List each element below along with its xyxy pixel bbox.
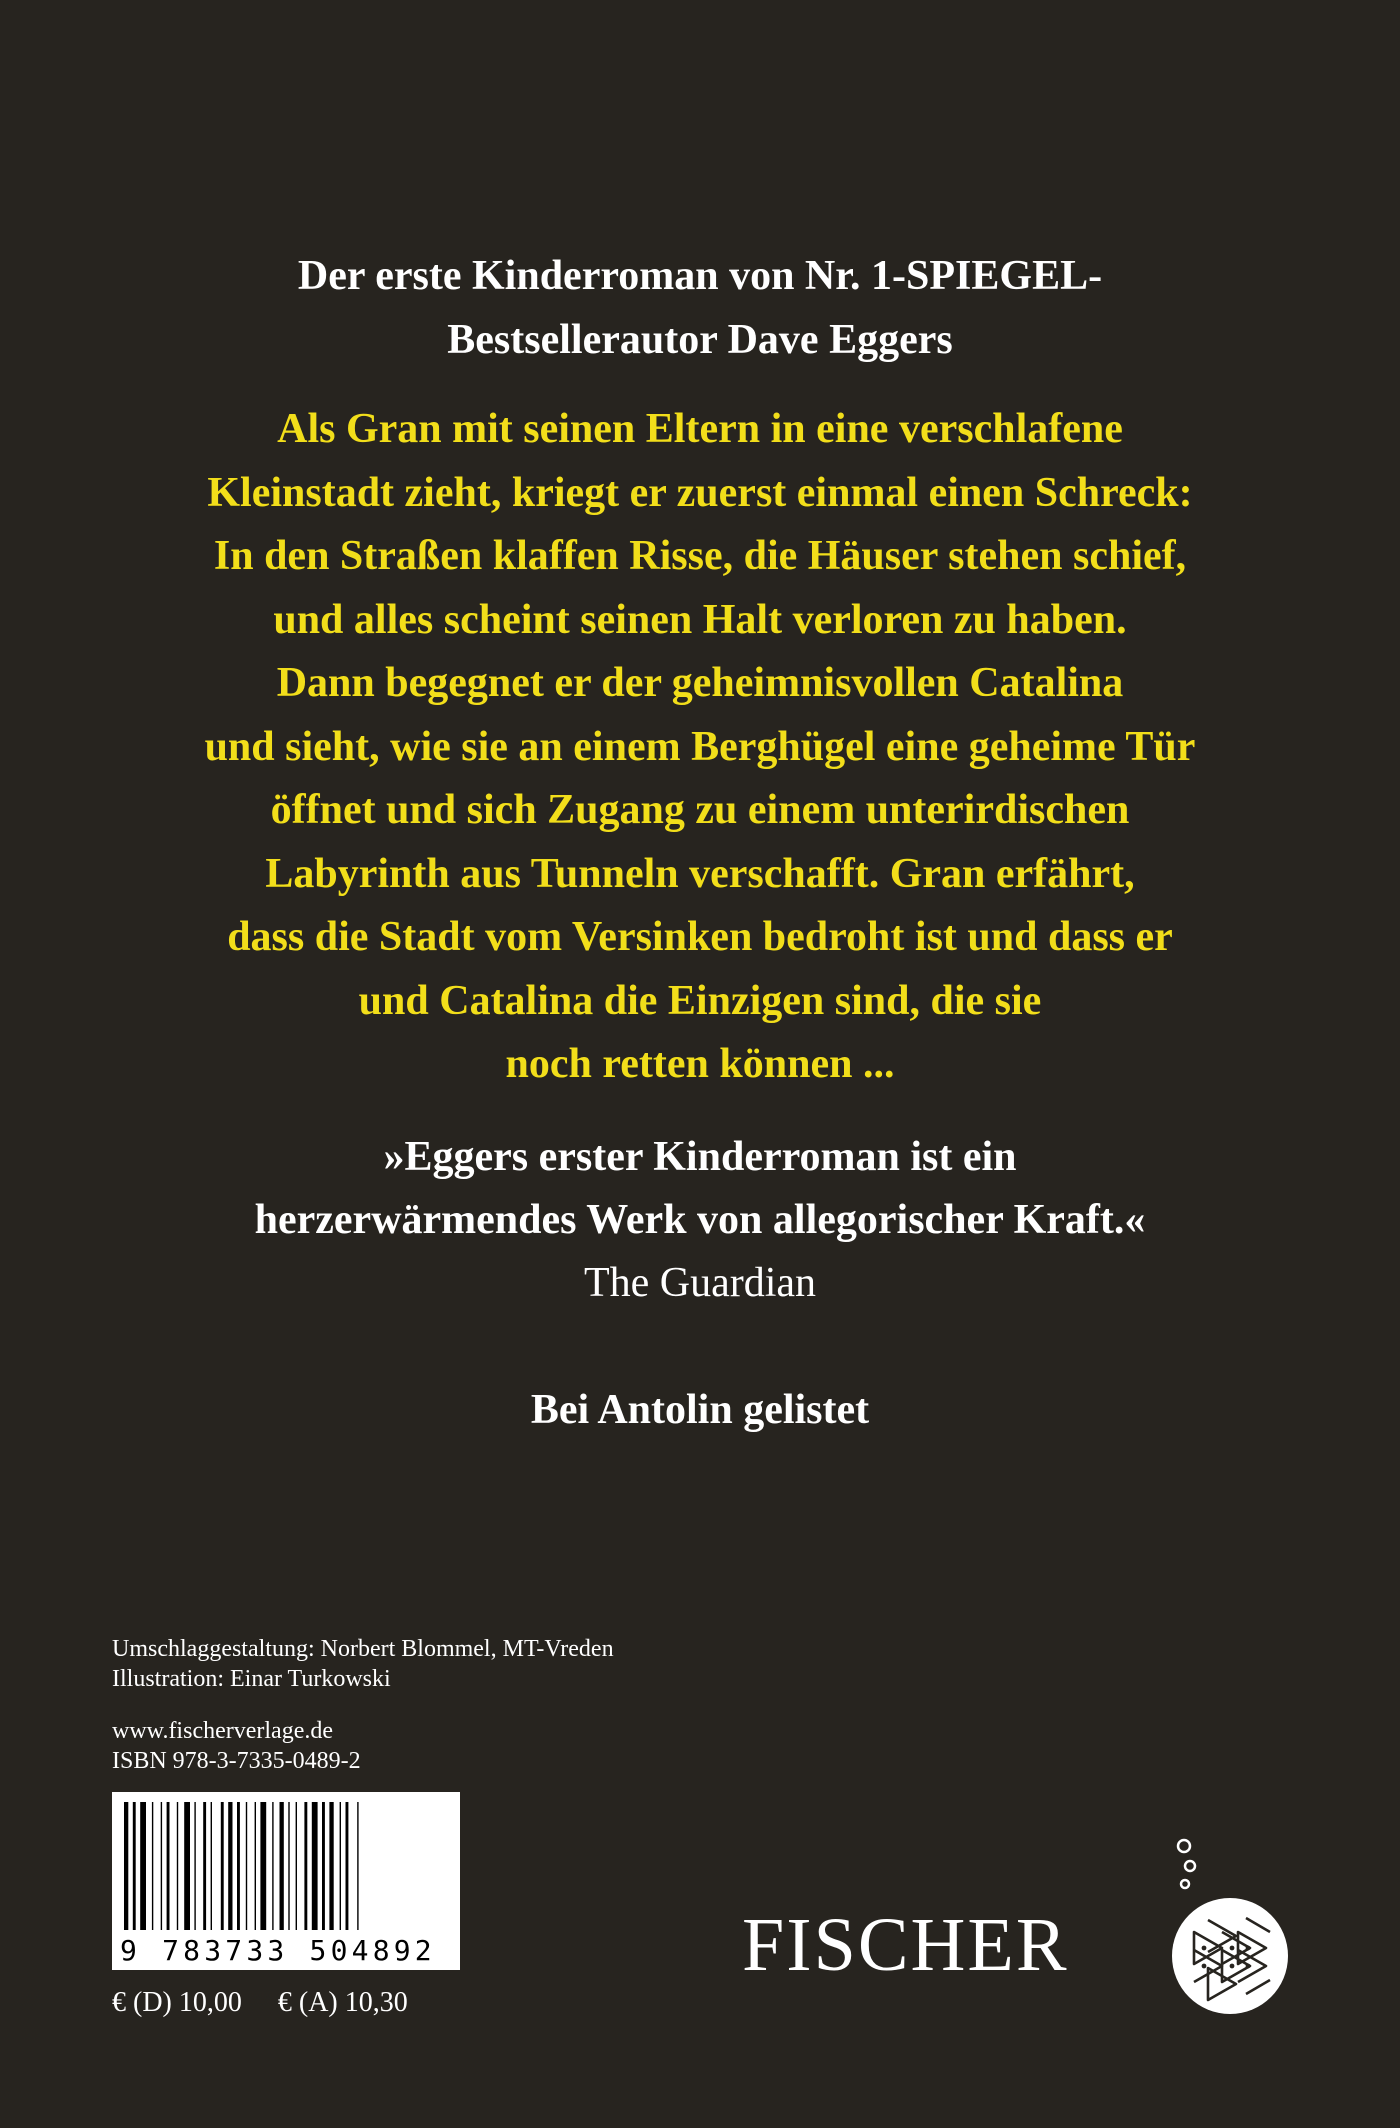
- barcode-bar: [133, 1802, 136, 1930]
- tagline: [0, 244, 1400, 372]
- barcode-bar: [296, 1802, 297, 1930]
- barcode-bar: [260, 1802, 266, 1930]
- barcode-bar: [357, 1802, 358, 1930]
- price-austria: € (A) 10,30: [277, 1987, 408, 2018]
- barcode-bar: [322, 1802, 325, 1930]
- blurb-line: und Catalina die Einzigen sind, die sie: [358, 977, 1042, 1024]
- barcode-bar: [184, 1802, 190, 1930]
- blurb-line: Labyrinth aus Tunneln verschafft. Gran erfährt,: [265, 850, 1135, 897]
- barcode-bar: [255, 1802, 256, 1930]
- blurb-line: dass die Stadt vom Versinken bedroht ist und dass er: [227, 914, 1173, 960]
- blurb-line: Als Gran mit seinen Eltern in eine verschlafene: [277, 406, 1123, 452]
- barcode-bar: [304, 1802, 307, 1930]
- barcode-bar: [237, 1802, 240, 1930]
- quote-source: The Guardian: [583, 1260, 817, 1306]
- barcode-bar: [312, 1802, 318, 1930]
- cover-design-credit: Umschlaggestaltung: Norbert Blommel, MT-Vreden: [112, 1636, 614, 1662]
- barcode-bar: [167, 1802, 170, 1930]
- barcode-bar: [228, 1802, 232, 1930]
- barcode-bar: [194, 1802, 195, 1930]
- barcode-bar: [161, 1802, 162, 1930]
- tagline-line: Bestsellerautor Dave Eggers: [447, 317, 953, 363]
- publisher-name: FISCHER: [742, 1903, 1069, 1987]
- barcode-bar: [246, 1802, 247, 1930]
- blurb-line: Dann begegnet er der geheimnisvollen Catalina: [276, 660, 1124, 706]
- barcode-bar: [211, 1802, 212, 1930]
- barcode-bar: [124, 1802, 128, 1930]
- barcode-bar: [203, 1802, 206, 1930]
- barcode-bar: [346, 1802, 349, 1930]
- prices: [112, 1986, 408, 2020]
- barcode-bar: [221, 1802, 224, 1930]
- blurb-line: öffnet und sich Zugang zu einem unterirdischen: [270, 787, 1130, 833]
- illustration-credit: Illustration: Einar Turkowski: [112, 1666, 391, 1692]
- barcode-bar: [177, 1802, 178, 1930]
- barcode-bar: [340, 1802, 341, 1930]
- barcode-bar: [288, 1802, 289, 1930]
- blurb-line: In den Straßen klaffen Risse, die Häuser stehen schief,: [213, 533, 1187, 579]
- isbn: ISBN 978-3-7335-0489-2: [112, 1748, 361, 1774]
- tagline-line: Der erste Kinderroman von Nr. 1-SPIEGEL-: [297, 253, 1103, 299]
- barcode: [112, 1792, 460, 1970]
- publisher-website: www.fischerverlage.de: [112, 1718, 334, 1744]
- barcode-bar: [329, 1802, 333, 1930]
- blurb-line: und alles scheint seinen Halt verloren zu haben.: [273, 596, 1127, 643]
- quote-line: »Eggers erster Kinderroman ist ein: [383, 1134, 1017, 1180]
- barcode-bar: [140, 1802, 146, 1930]
- blurb: [0, 398, 1400, 1097]
- barcode-digits: 9 783733 504892: [120, 1934, 436, 1967]
- barcode-bar: [280, 1802, 284, 1930]
- credits-block: [112, 1634, 614, 1776]
- quote-line: herzerwärmendes Werk von allegorischer Kraft.«: [254, 1197, 1146, 1243]
- barcode-bar: [272, 1802, 273, 1930]
- fischer-fish-logo-icon: [1160, 1838, 1300, 2018]
- press-quote: [0, 1126, 1400, 1315]
- blurb-line: noch retten können ...: [505, 1041, 895, 1087]
- blurb-line: Kleinstadt zieht, kriegt er zuerst einmal einen Schreck:: [207, 469, 1193, 516]
- price-germany: € (D) 10,00: [112, 1987, 242, 2018]
- blurb-line: und sieht, wie sie an einem Berghügel eine geheime Tür: [204, 723, 1196, 770]
- barcode-bar: [152, 1802, 153, 1930]
- antolin-note: Bei Antolin gelistet: [530, 1387, 870, 1433]
